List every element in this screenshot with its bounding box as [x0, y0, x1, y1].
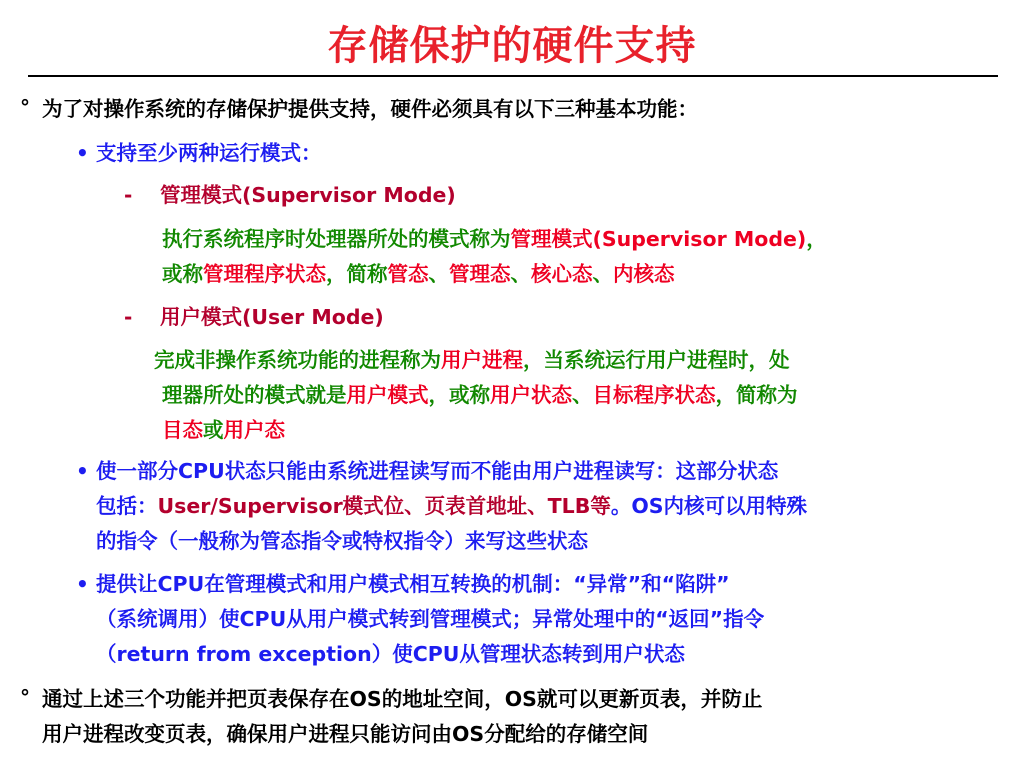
- slide-title: 存储保护的硬件支持: [327, 23, 697, 69]
- bullet-cpu-state-line3: 的指令（一般称为管态指令或特权指令）来写这些状态: [96, 529, 588, 553]
- highlight-term: 内核态: [613, 262, 675, 286]
- text-run: 包括：: [96, 494, 158, 518]
- text-run: ，或称: [428, 383, 490, 407]
- user-desc-line2: [162, 382, 798, 408]
- level1-bullet: °: [20, 95, 30, 119]
- bullet-mode-switch-line3: （return from exception）使CPU从管理状态转到用户状态: [96, 642, 685, 666]
- text-run: 执行系统程序时处理器所处的模式称为: [162, 227, 511, 251]
- text-run: 或称: [162, 262, 203, 286]
- text-run: 。OS内核可以用特殊: [610, 494, 808, 518]
- text-run: 、: [428, 262, 449, 286]
- highlight-term: 管理模式(Supervisor Mode): [510, 227, 807, 251]
- level2-bullet: •: [76, 459, 89, 483]
- user-mode-heading: 用户模式(User Mode): [160, 305, 384, 329]
- bullet-cpu-state-line1: 使一部分CPU状态只能由系统进程读写而不能由用户进程读写：这部分状态: [96, 459, 779, 483]
- highlight-term: User/Supervisor模式位、页表首地址、TLB等: [157, 494, 611, 518]
- highlight-term: 管态: [387, 262, 429, 286]
- highlight-term: 核心态: [531, 262, 593, 286]
- highlight-term: 用户态: [223, 418, 285, 442]
- level2-bullet: •: [76, 572, 89, 596]
- text-run: 完成非操作系统功能的进程称为: [154, 348, 441, 372]
- supervisor-desc-line1: [162, 226, 827, 252]
- highlight-term: 目态: [162, 418, 203, 442]
- supervisor-desc-line2: [162, 261, 675, 287]
- level3-dash: -: [124, 183, 133, 207]
- highlight-term: 用户状态: [490, 383, 572, 407]
- highlight-term: 管理态: [449, 262, 511, 286]
- text-run: 、: [572, 383, 593, 407]
- text-run: ，简称为: [715, 383, 798, 407]
- highlight-term: 管理程序状态: [203, 262, 326, 286]
- user-desc-line1: [154, 347, 790, 373]
- text-run: 、: [510, 262, 531, 286]
- text-run: 、: [592, 262, 613, 286]
- bullet-modes: 支持至少两种运行模式：: [96, 141, 322, 165]
- bullet-cpu-state-line2: [96, 493, 807, 519]
- conclusion-line1: 通过上述三个功能并把页表保存在OS的地址空间，OS就可以更新页表，并防止: [42, 687, 763, 711]
- level3-dash: -: [124, 305, 133, 329]
- text-run: ，: [806, 227, 827, 251]
- text-run: ，当系统运行用户进程时，处: [523, 348, 790, 372]
- text-run: 理器所处的模式就是: [162, 383, 347, 407]
- conclusion-line2: 用户进程改变页表，确保用户进程只能访问由OS分配给的存储空间: [42, 722, 649, 746]
- level1-bullet: °: [20, 685, 30, 709]
- supervisor-mode-heading: 管理模式(Supervisor Mode): [160, 183, 456, 207]
- text-run: ，简称: [326, 262, 388, 286]
- highlight-term: 用户进程: [441, 348, 523, 372]
- bullet-mode-switch-line2: （系统调用）使CPU从用户模式转到管理模式；异常处理中的“返回”指令: [96, 607, 765, 631]
- highlight-term: 用户模式: [346, 383, 429, 407]
- title-divider: [28, 75, 998, 77]
- intro-paragraph: 为了对操作系统的存储保护提供支持，硬件必须具有以下三种基本功能：: [42, 97, 698, 121]
- text-run: 或: [203, 418, 224, 442]
- level2-bullet: •: [76, 141, 89, 165]
- highlight-term: 目标程序状态: [592, 383, 716, 407]
- bullet-mode-switch-line1: 提供让CPU在管理模式和用户模式相互转换的机制：“异常”和“陷阱”: [96, 572, 730, 596]
- user-desc-line3: [162, 417, 285, 443]
